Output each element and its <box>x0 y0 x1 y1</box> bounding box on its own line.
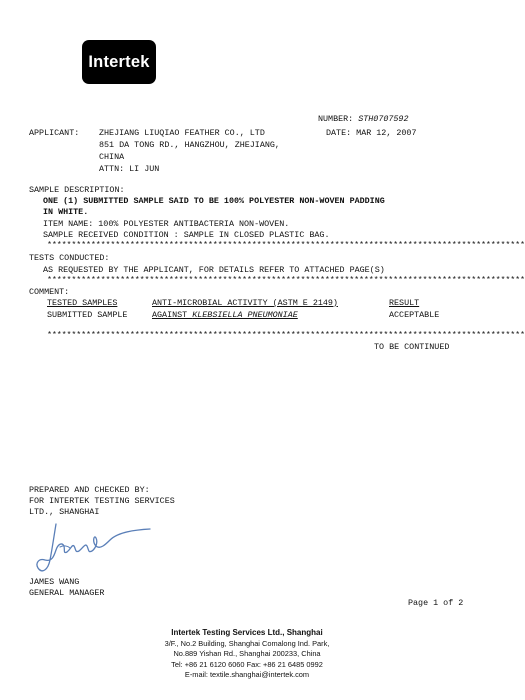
date-value: MAR 12, 2007 <box>356 128 417 138</box>
date-label: DATE: <box>326 128 352 138</box>
prepared-line-2: FOR INTERTEK TESTING SERVICES <box>29 496 175 506</box>
address-line-2: CHINA <box>99 152 125 162</box>
activity-prefix: AGAINST <box>152 310 193 320</box>
sample-description-title: SAMPLE DESCRIPTION: <box>29 185 125 195</box>
footer-contact-line: Tel: +86 21 6120 6060 Fax: +86 21 6485 0992 <box>171 659 323 669</box>
item-name: ITEM NAME: 100% POLYESTER ANTIBACTERIA NON-WOVEN. <box>43 219 290 229</box>
signatory-title: GENERAL MANAGER <box>29 588 105 598</box>
logo-text: Intertek <box>88 52 150 71</box>
page-number: Page 1 of 2 <box>408 598 464 608</box>
tested-sample-value: SUBMITTED SAMPLE <box>47 310 128 320</box>
prepared-line-1: PREPARED AND CHECKED BY: <box>29 485 150 495</box>
report-number <box>318 114 408 125</box>
organism-name: KLEBSIELLA PNEUMONIAE <box>192 310 298 320</box>
report-date <box>326 128 416 139</box>
to-be-continued: TO BE CONTINUED <box>374 342 450 352</box>
signatory-name: JAMES WANG <box>29 577 80 587</box>
result-value: ACCEPTABLE <box>389 310 440 320</box>
footer-company: Intertek Testing Services Ltd., Shanghai <box>171 628 323 637</box>
footer <box>0 628 494 681</box>
number-value: STH0707592 <box>358 114 409 124</box>
separator-line: ************************************************************************************************** <box>47 275 525 285</box>
address-line-1: 851 DA TONG RD., HANGZHOU, ZHEJIANG, <box>99 140 280 150</box>
handwritten-signature <box>30 516 160 580</box>
prepared-line-3: LTD., SHANGHAI <box>29 507 100 517</box>
comment-title: COMMENT: <box>29 287 70 297</box>
column-header-tested-samples: TESTED SAMPLES <box>47 298 118 308</box>
tests-conducted-line: AS REQUESTED BY THE APPLICANT, FOR DETAILS REFER TO ATTACHED PAGE(S) <box>43 265 385 275</box>
footer-address-line-2: No.889 Yishan Rd., Shanghai 200233, China <box>173 649 321 658</box>
activity-value <box>152 310 298 321</box>
sample-description-line-1: ONE (1) SUBMITTED SAMPLE SAID TO BE 100% POLYESTER NON-WOVEN PADDING <box>43 196 385 206</box>
tests-conducted-title: TESTS CONDUCTED: <box>29 253 110 263</box>
sample-condition: SAMPLE RECEIVED CONDITION : SAMPLE IN CLOSED PLASTIC BAG. <box>43 230 330 240</box>
column-header-result: RESULT <box>389 298 420 308</box>
separator-line: ************************************************************************************************** <box>47 240 525 250</box>
attention-line: ATTN: LI JUN <box>99 164 160 174</box>
column-header-activity: ANTI-MICROBIAL ACTIVITY (ASTM E 2149) <box>152 298 338 308</box>
sample-description-line-2: IN WHITE. <box>43 207 89 217</box>
footer-address-line-1: 3/F., No.2 Building, Shanghai Comalong Ind. Park, <box>164 638 330 648</box>
footer-email-line: E-mail: textile.shanghai@intertek.com <box>184 670 310 679</box>
separator-line: ************************************************************************************************** <box>47 330 525 340</box>
applicant-label: APPLICANT: <box>29 128 80 138</box>
number-label: NUMBER: <box>318 114 354 124</box>
applicant-name: ZHEJIANG LIUQIAO FEATHER CO., LTD <box>99 128 265 138</box>
intertek-logo <box>82 40 156 84</box>
